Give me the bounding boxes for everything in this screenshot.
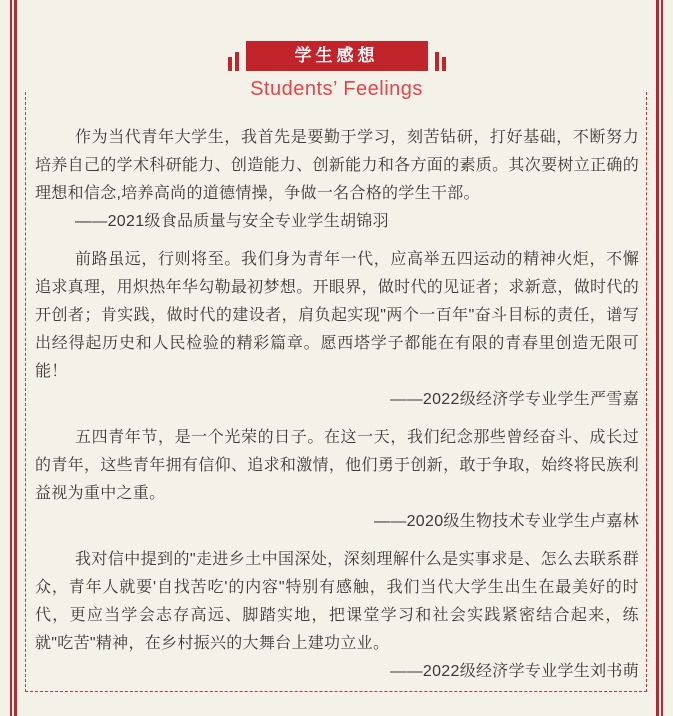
right-border-line-outer [661,0,663,716]
banner-row [0,41,673,71]
section-title-banner: 学生感想 [246,41,428,71]
student-quote-2 [35,246,639,414]
quote-text: 前路虽远，行则将至。我们身为青年一代，应高举五四运动的精神火炬，不懈追求真理，用炽热年华勾勒最初梦想。开眼界，做时代的见证者；求新意，做时代的开创者；肯实践，做时代的建设者，肩负起实现"两个一百年"奋斗目标的责任，谱写出经得起历史和人民检验的精彩篇章。愿西塔学子都能在有限的青春里创造无限可能！ [35,251,639,380]
student-quote-4 [35,546,639,686]
banner-right-bars-icon [435,52,446,71]
bar-tall-icon [235,52,239,71]
left-border-line-inner [14,0,17,716]
quote-text: 作为当代青年大学生，我首先是要勤于学习，刻苦钻研，打好基础，不断努力培养自己的学术科研能力、创造能力、创新能力和各方面的素质。其次要树立正确的理想和信念,培养高尚的道德情操，争做一名合格的学生干部。 [35,129,639,202]
student-quote-3 [35,424,639,536]
quote-attribution: ——2022级经济学专业学生严雪嘉 [390,391,639,408]
section-header [0,0,673,101]
quote-text: 五四青年节，是一个光荣的日子。在这一天，我们纪念那些曾经奋斗、成长过的青年，这些青年拥有信仰、追求和激情，他们勇于创新，敢于争取，始终将民族利益视为重中之重。 [35,429,639,502]
bar-short-icon [228,57,232,71]
bar-short-icon [442,57,446,71]
quote-attribution: ——2022级经济学专业学生刘书萌 [390,663,639,680]
quote-text: 我对信中提到的"走进乡土中国深处，深刻理解什么是实事求是、怎么去联系群众，青年人就要'自找苦吃'的内容"特别有感触，我们当代大学生出生在最美好的时代，更应当学会志存高远、脚踏实地，把课堂学习和社会实践紧密结合起来，练就"吃苦"精神，在乡村振兴的大舞台上建功立业。 [35,551,639,652]
bar-tall-icon [435,52,439,71]
right-border-line-inner [656,0,659,716]
left-border-line-outer [10,0,12,716]
section-subtitle: Students’ Feelings [250,78,423,100]
quote-attribution: ——2021级食品质量与安全专业学生胡锦羽 [75,213,389,230]
quotes-content [35,124,639,686]
student-quote-1 [35,124,639,236]
banner-left-bars-icon [228,52,239,71]
quote-attribution: ——2020级生物技术专业学生卢嘉林 [374,513,639,530]
